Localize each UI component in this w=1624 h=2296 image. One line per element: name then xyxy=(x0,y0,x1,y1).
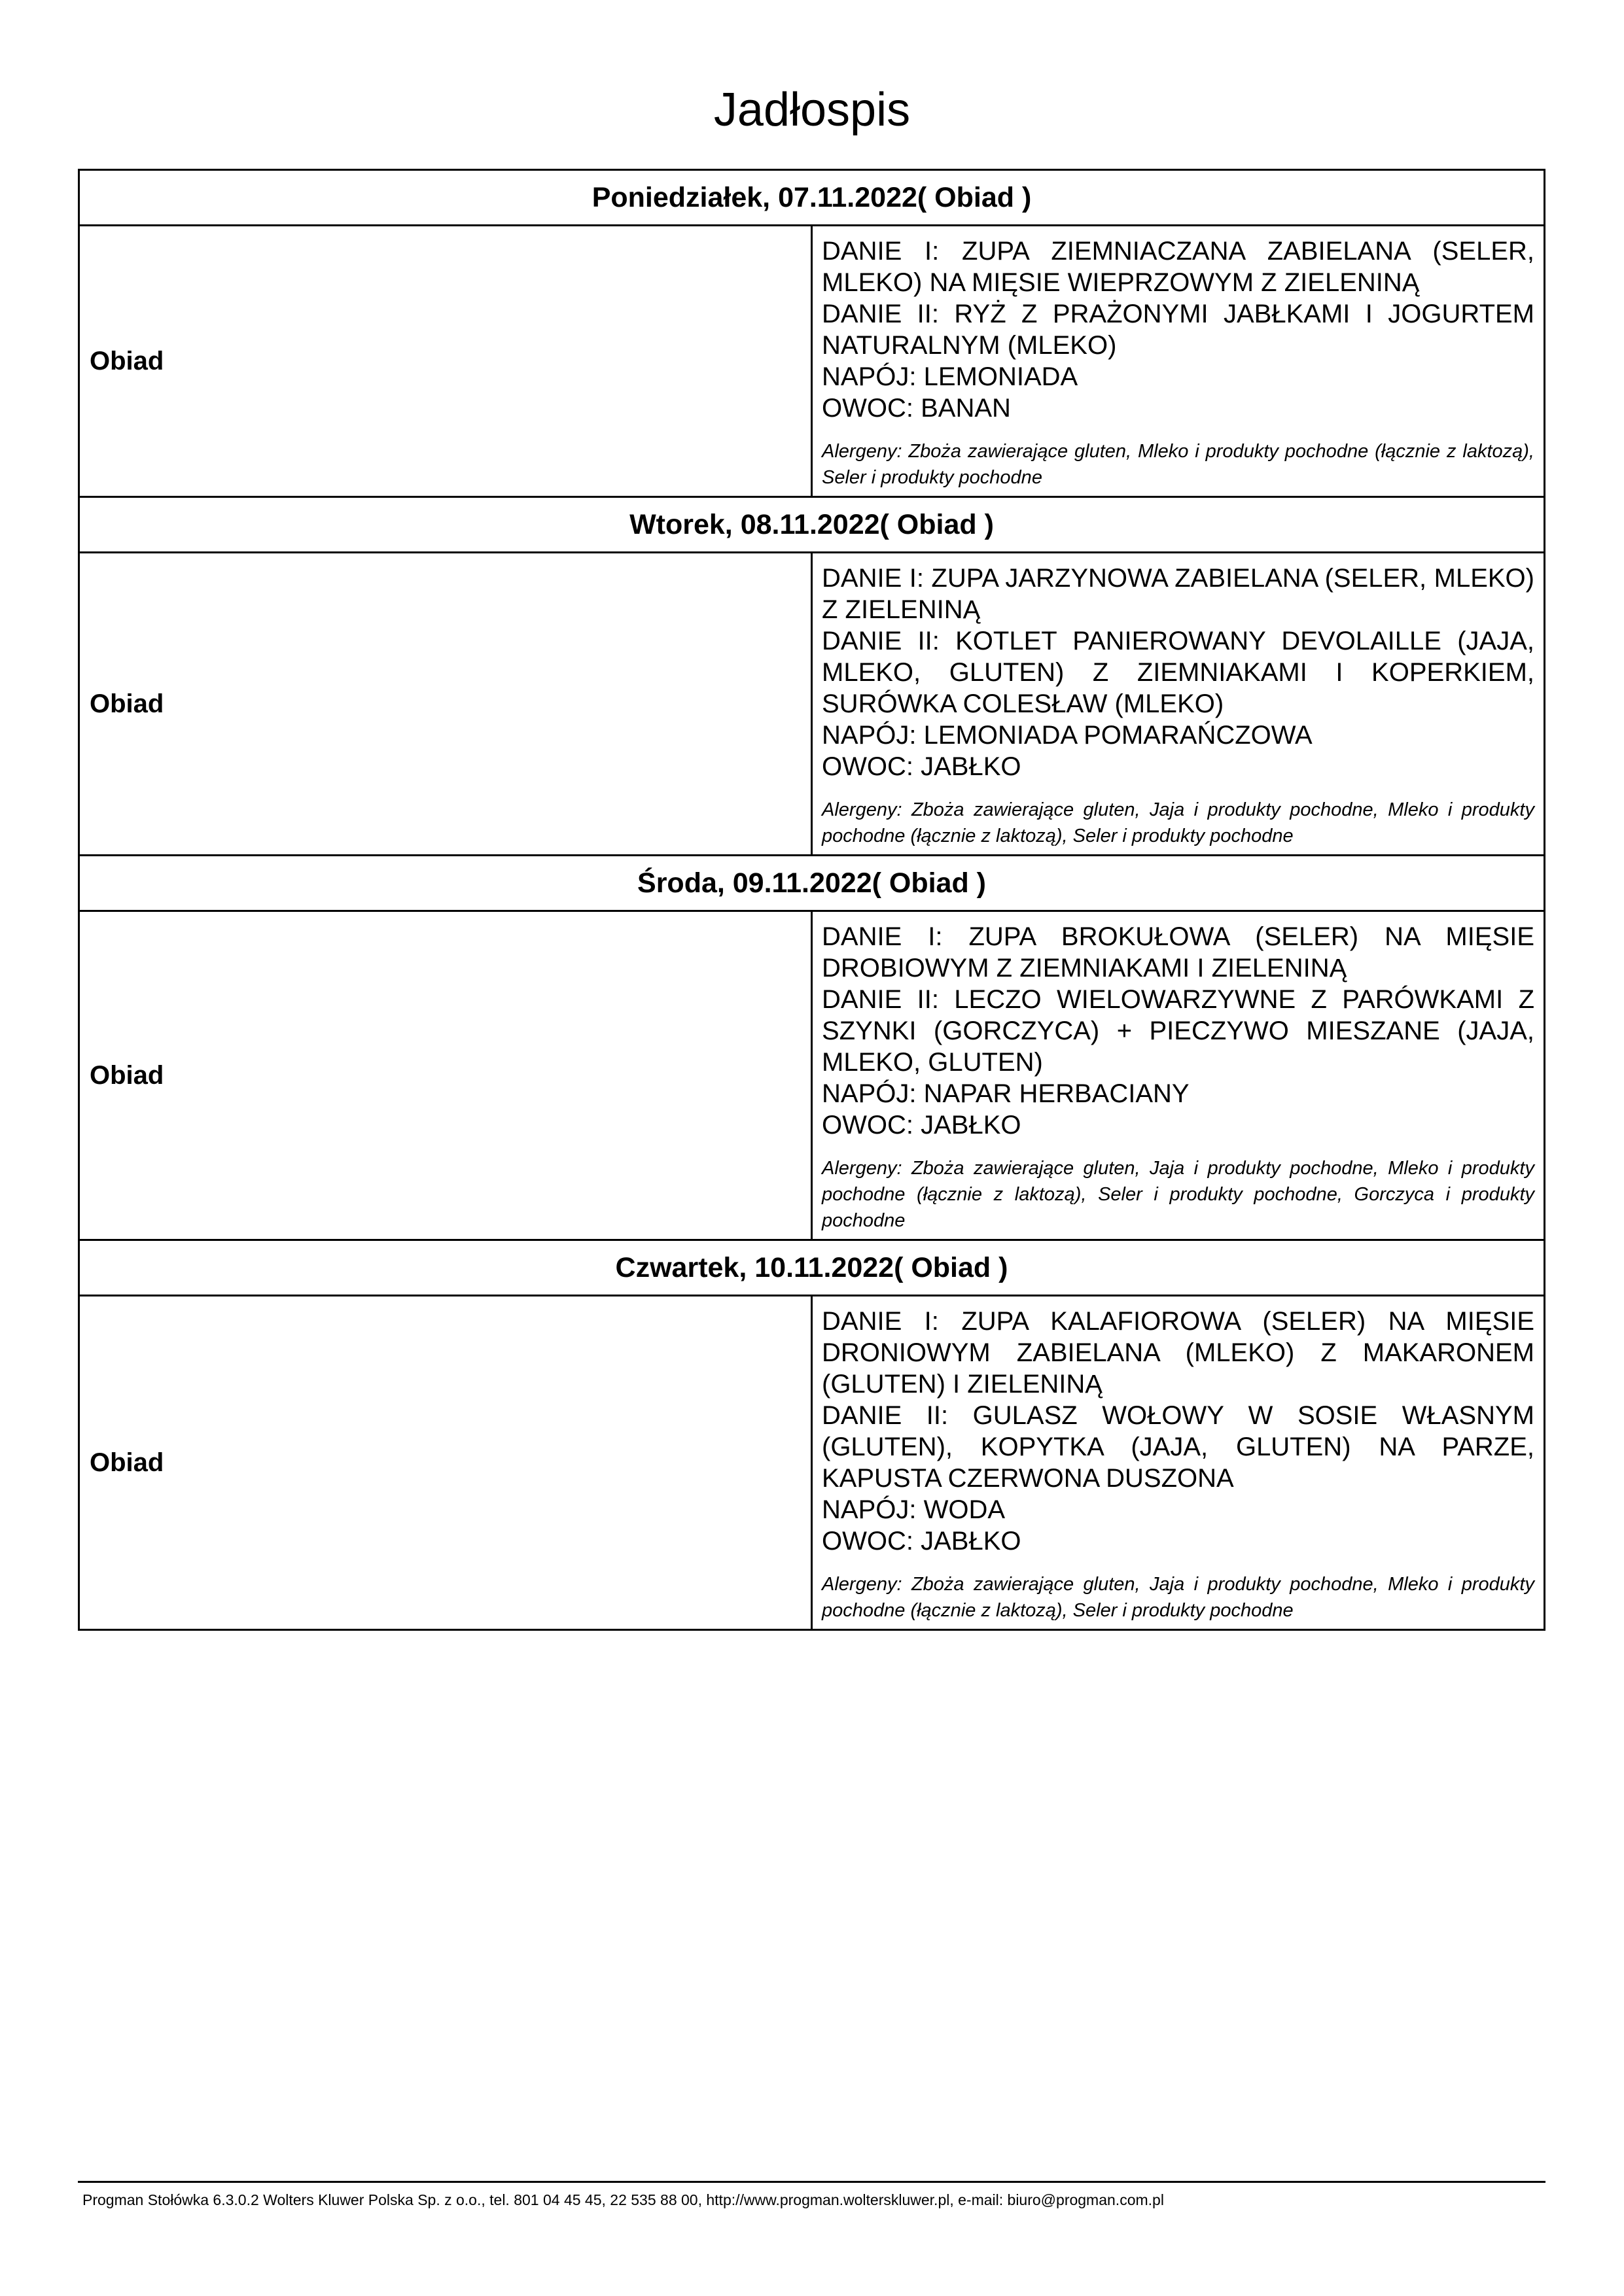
allergens-note: Alergeny: Zboża zawierające gluten, Mleko i produkty pochodne (łącznie z laktozą), Seler i produkty pochodne xyxy=(822,441,1534,488)
dish-line: NAPÓJ: LEMONIADA xyxy=(822,362,1078,391)
dish-line: DANIE II: GULASZ WOŁOWY W SOSIE WŁASNYM (GLUTEN), KOPYTKA (JAJA, GLUTEN) NA PARZE, KAPUSTA CZERWONA DUSZONA xyxy=(822,1401,1534,1493)
dish-line: DANIE I: ZUPA JARZYNOWA ZABIELANA (SELER, MLEKO) Z ZIELENINĄ xyxy=(822,564,1534,624)
day-header: Czwartek, 10.11.2022( Obiad ) xyxy=(79,1240,1545,1296)
dish-line: OWOC: JABŁKO xyxy=(822,752,1021,781)
meal-label: Obiad xyxy=(79,911,812,1240)
dish-line: NAPÓJ: WODA xyxy=(822,1495,1006,1524)
dish-line: NAPÓJ: NAPAR HERBACIANY xyxy=(822,1079,1190,1108)
meal-row xyxy=(79,1296,1545,1630)
day-header-row xyxy=(79,1240,1545,1296)
meal-row xyxy=(79,911,1545,1240)
dish-line: DANIE II: LECZO WIELOWARZYWNE Z PARÓWKAMI Z SZYNKI (GORCZYCA) + PIECZYWO MIESZANE (JAJA, MLEKO, GLUTEN) xyxy=(822,985,1534,1077)
dish-line: OWOC: JABŁKO xyxy=(822,1527,1021,1556)
dish-line: OWOC: JABŁKO xyxy=(822,1111,1021,1139)
allergens-note: Alergeny: Zboża zawierające gluten, Jaja i produkty pochodne, Mleko i produkty pochodne (łącznie z laktozą), Seler i produkty pochodne xyxy=(822,1574,1534,1621)
dish-line: NAPÓJ: LEMONIADA POMARAŃCZOWA xyxy=(822,721,1313,750)
day-header: Wtorek, 08.11.2022( Obiad ) xyxy=(79,497,1545,553)
day-header-row xyxy=(79,170,1545,226)
meal-description xyxy=(812,1296,1545,1630)
day-header-row xyxy=(79,856,1545,911)
meal-description xyxy=(812,911,1545,1240)
dish-line: OWOC: BANAN xyxy=(822,394,1011,423)
dish-line: DANIE I: ZUPA BROKUŁOWA (SELER) NA MIĘSIE DROBIOWYM Z ZIEMNIAKAMI I ZIELENINĄ xyxy=(822,922,1534,983)
dish-line: DANIE II: KOTLET PANIEROWANY DEVOLAILLE (JAJA, MLEKO, GLUTEN) Z ZIEMNIAKAMI I KOPERKIEM, SURÓWKA COLESŁAW (MLEKO) xyxy=(822,627,1534,718)
meal-description xyxy=(812,553,1545,856)
meal-row xyxy=(79,553,1545,856)
day-header-row xyxy=(79,497,1545,553)
meal-label: Obiad xyxy=(79,553,812,856)
day-header: Środa, 09.11.2022( Obiad ) xyxy=(79,856,1545,911)
footer-text: Progman Stołówka 6.3.0.2 Wolters Kluwer Polska Sp. z o.o., tel. 801 04 45 45, 22 535 88 00, http://www.progman.wolterskluwer.pl, e-mail: biuro@progman.com.pl xyxy=(82,2191,1164,2208)
dish-line: DANIE I: ZUPA KALAFIOROWA (SELER) NA MIĘSIE DRONIOWYM ZABIELANA (MLEKO) Z MAKARONEM (GLUTEN) I ZIELENINĄ xyxy=(822,1307,1534,1399)
allergens-note: Alergeny: Zboża zawierające gluten, Jaja i produkty pochodne, Mleko i produkty pochodne (łącznie z laktozą), Seler i produkty pochodne xyxy=(822,799,1534,846)
menu-table xyxy=(78,169,1545,1631)
day-header: Poniedziałek, 07.11.2022( Obiad ) xyxy=(79,170,1545,226)
meal-description xyxy=(812,226,1545,497)
page-title: Jadłospis xyxy=(713,84,911,136)
dish-line: DANIE I: ZUPA ZIEMNIACZANA ZABIELANA (SELER, MLEKO) NA MIĘSIE WIEPRZOWYM Z ZIELENINĄ xyxy=(822,237,1534,297)
dish-line: DANIE II: RYŻ Z PRAŻONYMI JABŁKAMI I JOGURTEM NATURALNYM (MLEKO) xyxy=(822,300,1534,360)
meal-label: Obiad xyxy=(79,1296,812,1630)
allergens-note: Alergeny: Zboża zawierające gluten, Jaja i produkty pochodne, Mleko i produkty pochodne (łącznie z laktozą), Seler i produkty pochodne, Gorczyca i produkty pochodne xyxy=(822,1158,1534,1231)
meal-row xyxy=(79,226,1545,497)
footer-divider xyxy=(78,2181,1545,2183)
meal-label: Obiad xyxy=(79,226,812,497)
